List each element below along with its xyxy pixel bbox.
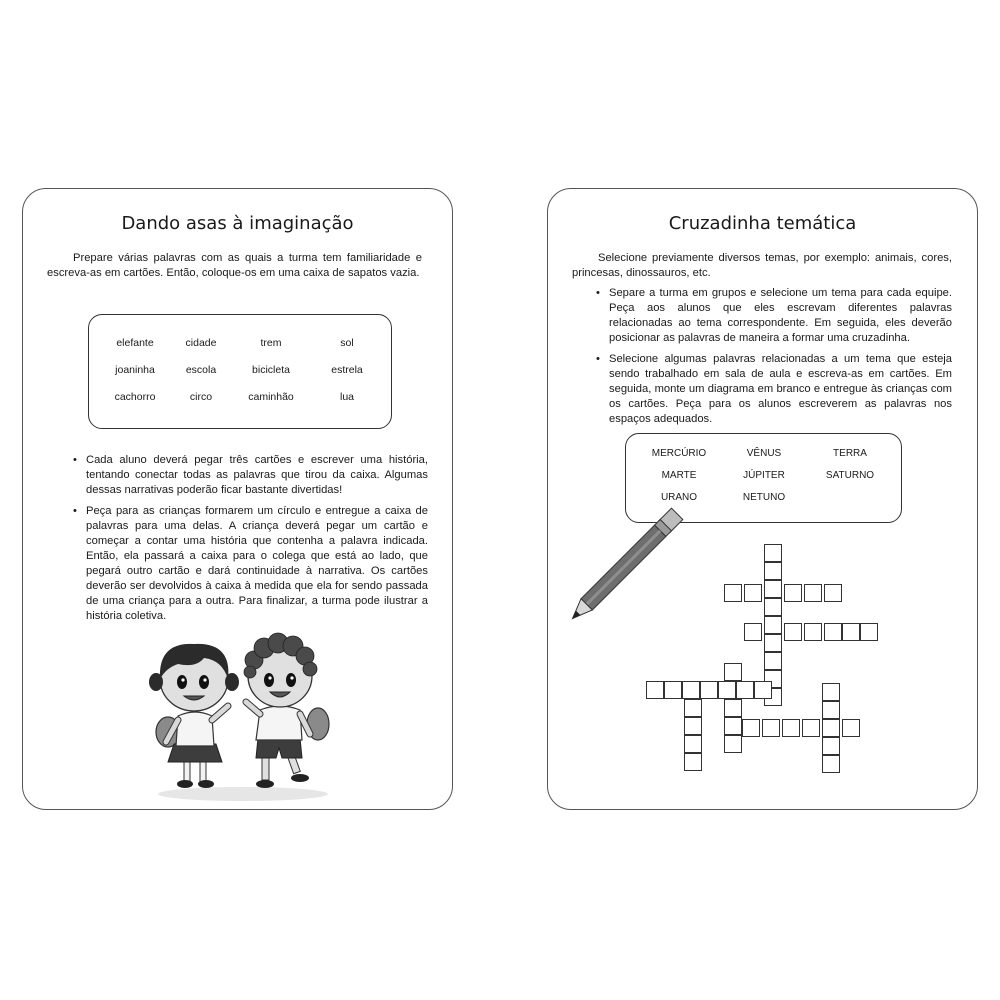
crossword-cell (744, 584, 762, 602)
crossword-cell (842, 719, 860, 737)
pencil-illustration (552, 499, 692, 639)
crossword-cell (822, 719, 840, 737)
crossword-cell (718, 681, 736, 699)
crossword-cell (724, 584, 742, 602)
crossword-cell (646, 681, 664, 699)
crossword-cell (822, 755, 840, 773)
crossword-cell (684, 735, 702, 753)
crossword-cell (784, 623, 802, 641)
crossword-cell (802, 719, 820, 737)
left-word-grid (99, 337, 383, 403)
left-intro-paragraph: Prepare várias palavras com as quais a turma tem familiaridade e escreva-as em cartões. Então, coloque-os em uma caixa de sapatos vazia. (47, 252, 422, 279)
crossword-cell (764, 562, 782, 580)
word-card: bicicleta (252, 364, 290, 376)
crossword-cell (764, 652, 782, 670)
crossword-cell (804, 584, 822, 602)
children-illustration (148, 624, 333, 804)
left-bullet-2: • Peça para as crianças formarem um círculo e entregue a caixa de palavras para uma delas. A criança deverá pegar um cartão e começar a contar uma história que contenha a palavra indicada. Então, ela passará a caixa para o colega que está ao lado, que pegará outro cartão e dará continuidade à narrativa. Os cartões deverão ser devolvidos à caixa à medida que ela for sendo passada de uma criança para a outra. Para finalizar, a turma pode ilustrar a história coletiva. (73, 504, 428, 624)
crossword-cell (684, 699, 702, 717)
planet-word: SATURNO (825, 470, 875, 481)
crossword-cell (664, 681, 682, 699)
planet-word-grid (634, 448, 896, 503)
word-card: elefante (116, 337, 154, 349)
word-card: escola (185, 364, 217, 376)
planet-word: JÚPITER (743, 470, 785, 481)
planet-word: MARTE (661, 470, 697, 481)
crossword-cell (724, 735, 742, 753)
crossword-cell (684, 717, 702, 735)
right-bullet-1: • Separe a turma em grupos e selecione um tema para cada equipe. Peça aos alunos que eles escrevam diferentes palavras relacionadas ao tema correspondente. Em seguida, eles deverão posicionar as palavras de maneira a formar uma cruzadinha. (596, 286, 952, 346)
word-card: cachorro (114, 391, 156, 403)
crossword-cell (754, 681, 772, 699)
crossword-cell (724, 699, 742, 717)
crossword-cell (822, 683, 840, 701)
crossword-cell (824, 584, 842, 602)
word-card: sol (340, 337, 354, 349)
crossword-cell (860, 623, 878, 641)
crossword-cell (724, 663, 742, 681)
right-bullet-list (596, 286, 952, 433)
word-card: estrela (331, 364, 363, 376)
word-card: caminhão (248, 391, 294, 403)
girl-figure (149, 644, 239, 788)
planet-word: TERRA (833, 448, 867, 459)
word-card: trem (260, 337, 282, 349)
planet-word: NETUNO (742, 492, 786, 503)
crossword-cell (764, 544, 782, 562)
left-word-box (88, 314, 392, 429)
crossword-cell (724, 717, 742, 735)
left-page-title: Dando asas à imaginação (121, 213, 354, 234)
crossword-cell (764, 634, 782, 652)
crossword-cell (782, 719, 800, 737)
crossword-cell (744, 623, 762, 641)
right-activity-card (547, 188, 978, 810)
left-bullet-1: • Cada aluno deverá pegar três cartões e escrever uma história, tentando conectar todas as palavras que tirou da caixa. Algumas dessas narrativas poderão ficar bastante divertidas! (73, 453, 428, 498)
right-bullet-2: • Selecione algumas palavras relacionadas a um tema que esteja sendo trabalhado em sala de aula e escreva-as em cartões. Em seguida, monte um diagrama em branco e entregue às crianças com os cartões. Peça para os alunos escreverem as palavras nos espaços adequados. (596, 352, 952, 427)
word-card: circo (189, 391, 213, 403)
crossword-cell (784, 584, 802, 602)
crossword-cell (742, 719, 760, 737)
planet-word: VÊNUS (746, 448, 782, 459)
crossword-cell (762, 719, 780, 737)
crossword-cell (682, 681, 700, 699)
crossword-cell (736, 681, 754, 699)
word-card: joaninha (115, 364, 155, 376)
planet-word: MERCÚRIO (651, 448, 707, 459)
word-card: lua (339, 391, 354, 403)
crossword-cell (764, 598, 782, 616)
crossword-cell (764, 616, 782, 634)
crossword-cell (822, 737, 840, 755)
right-page-title: Cruzadinha temática (668, 213, 857, 234)
word-card: cidade (185, 337, 217, 349)
crossword-cell (842, 623, 860, 641)
right-intro-paragraph: Selecione previamente diversos temas, por exemplo: animais, cores, princesas, dinossauros, etc. (572, 252, 952, 279)
crossword-cell (700, 681, 718, 699)
boy-figure (244, 633, 329, 788)
planet-word: URANO (660, 492, 698, 503)
left-activity-card (22, 188, 453, 810)
crossword-cell (824, 623, 842, 641)
crossword-cell (684, 753, 702, 771)
crossword-cell (764, 580, 782, 598)
left-bullet-list (73, 453, 428, 630)
crossword-cell (822, 701, 840, 719)
crossword-cell (804, 623, 822, 641)
